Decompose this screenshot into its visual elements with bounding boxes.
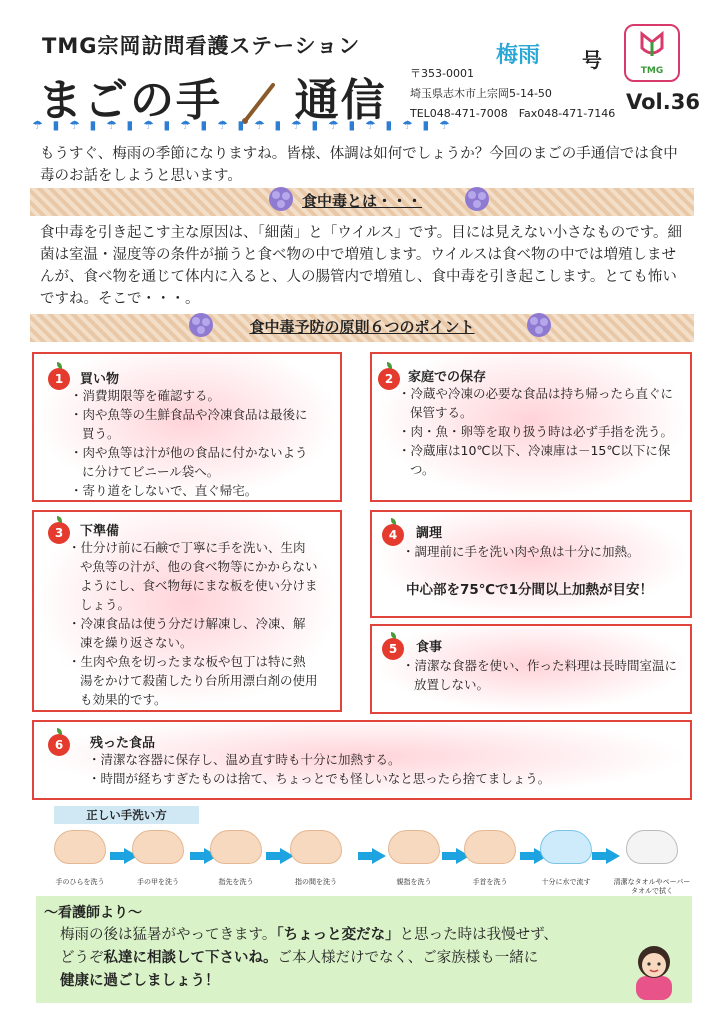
towel-icon — [626, 830, 678, 864]
point-heading: 買い物 — [80, 372, 120, 387]
section-text: 食中毒を引き起こす主な原因は、「細菌」と「ウイルス」です。目には見えない小さなものです。細菌は室温・湿度等の条件が揃うと食べ物の中で増殖します。ウイルスは食べ物の中では増殖しませんが、食べ物を通じて体内に入ると、人の腸管内で増殖し、食中毒を引き起こします。とても怖いですね。そこで・・・。 — [40, 225, 683, 307]
tmg-logo — [624, 24, 680, 82]
tulip-icon — [626, 26, 678, 64]
message-text: ご本人様だけでなく、ご家族様も一緒に — [277, 950, 539, 966]
station-name: TMG宗岡訪問看護ステーション — [42, 34, 361, 58]
point-heading: 食事 — [416, 640, 443, 655]
issue-suffix: 号 — [582, 48, 602, 72]
step-caption: 手のひらを洗う — [55, 878, 105, 886]
list-item: ・ 冷蔵や冷凍の必要な食品は持ち帰ったら直ぐに保管する。 — [398, 384, 676, 422]
volume-number: Vol.36 — [626, 90, 700, 114]
nurse-message — [60, 924, 620, 993]
section-title: 食中毒とは・・・ — [301, 192, 422, 210]
handwash-step — [276, 830, 356, 887]
step-caption: 清潔なタオルやペーパータオルで拭く — [613, 878, 691, 895]
step-caption: 手の甲を洗う — [137, 878, 179, 886]
handwash-step — [40, 830, 120, 887]
message-text: どうぞ — [60, 950, 104, 966]
umbrella-boot-decoration: ☂ ▮ ☂ ▮ ☂ ▮ ☂ ▮ ☂ ▮ ☂ ▮ ☂ ▮ ☂ ▮ ☂ ▮ ☂ ▮ ☂ ▮ ☂ — [32, 118, 453, 132]
point-list — [70, 386, 320, 500]
list-item: ・ 時間が経ちすぎたものは捨て、ちょっとでも怪しいなと思ったら捨てましょう。 — [88, 769, 678, 788]
point-number-badge: 2 — [378, 368, 400, 390]
point-number-badge: 3 — [48, 522, 70, 544]
message-text: と思った時は我慢せず、 — [399, 927, 558, 943]
point-card-3 — [32, 510, 342, 712]
header — [0, 0, 724, 140]
list-item: ・ 肉・魚・卵等を取り扱う時は必ず手指を洗う。 — [398, 422, 676, 441]
point-card-4 — [370, 510, 692, 618]
step-caption: 親指を洗う — [396, 878, 432, 886]
intro-text: もうすぐ、梅雨の季節になりますね。皆様、体調は如何でしょうか？今回のまごの手通信では食中毒のお話をしようと思います。 — [40, 146, 678, 184]
list-item: ・ 寄り道をしないで、直ぐ帰宅。 — [70, 481, 320, 500]
point-number-badge: 6 — [48, 734, 70, 756]
street-address: 埼玉県志木市上宗岡5-14-50 — [410, 87, 552, 100]
handwash-title: 正しい手洗い方 — [54, 806, 199, 824]
list-item: ・ 消費期限等を確認する。 — [70, 386, 320, 405]
hydrangea-icon — [462, 184, 492, 218]
step-caption: 手首を洗う — [472, 878, 508, 886]
point-heading: 家庭での保存 — [408, 370, 487, 385]
message-emphasis: 私達に相談して下さいね。 — [103, 950, 278, 966]
list-item: ・ 調理前に手を洗い肉や魚は十分に加熱。 — [402, 542, 682, 561]
message-text: 梅雨の後は猛暑がやってきます。 — [60, 927, 277, 943]
point-number-badge: 1 — [48, 368, 70, 390]
step-caption: 十分に水で流す — [541, 878, 591, 886]
handwash-step — [118, 830, 198, 887]
title-right: 通信 — [294, 75, 387, 126]
hand-icon — [290, 830, 342, 864]
hand-icon — [464, 830, 516, 864]
nurse-title: ～看護師より～ — [44, 905, 142, 921]
logo-text: TMG — [640, 66, 664, 76]
point-list — [68, 538, 318, 709]
point-list — [88, 750, 678, 788]
point-number-badge: 4 — [382, 524, 404, 546]
point-card-5 — [370, 624, 692, 714]
message-emphasis: 「ちょっと変だな」 — [276, 927, 400, 943]
point-heading: 残った食品 — [90, 736, 156, 751]
list-item: ・ 清潔な容器に保存し、温め直す時も十分に加熱する。 — [88, 750, 678, 769]
point-list — [398, 384, 676, 479]
nurse-message-box — [36, 896, 692, 1003]
nurse-character-icon — [626, 936, 682, 1000]
point-list — [402, 542, 682, 561]
point-card-2 — [370, 352, 692, 502]
hydrangea-icon — [524, 310, 554, 344]
point-heading: 下準備 — [80, 524, 120, 539]
section-title: 食中毒予防の原則６つのポイント — [249, 318, 475, 336]
point-heading: 調理 — [416, 526, 443, 541]
section-banner-prevention — [30, 314, 694, 342]
handwash-step — [450, 830, 530, 887]
list-item: ・ 仕分け前に石鹸で丁寧に手を洗い、生肉や魚等の汁が、他の食べ物等にかからないようにし、食べ物毎にまな板を使い分けましょう。 — [68, 538, 318, 614]
message-emphasis: 健康に過ごしましょう！ — [60, 973, 220, 989]
address-block — [410, 64, 615, 124]
water-rinse-icon — [540, 830, 592, 864]
list-item: ・ 生肉や魚を切ったまな板や包丁は特に熱湯をかけて殺菌したり台所用漂白剤の使用も効果的です。 — [68, 652, 318, 709]
hand-icon — [54, 830, 106, 864]
list-item: ・ 冷凍食品は使う分だけ解凍し、冷凍、解凍を繰り返さない。 — [68, 614, 318, 652]
heating-guideline: 中心部を75℃で1分間以上加熱が目安！ — [406, 582, 654, 598]
point-number-badge: 5 — [382, 638, 404, 660]
list-item: ・ 肉や魚等の生鮮食品や冷凍食品は最後に買う。 — [70, 405, 320, 443]
point-card-1 — [32, 352, 342, 502]
title-left: まごの手 — [38, 75, 222, 126]
hand-icon — [132, 830, 184, 864]
section-banner-food-poisoning — [30, 188, 694, 216]
step-caption: 指先を洗う — [218, 878, 254, 886]
list-item: ・ 清潔な食器を使い、作った料理は長時間室温に放置しない。 — [402, 656, 682, 694]
handwash-step — [196, 830, 276, 887]
postal-code: 〒353-0001 — [410, 67, 474, 80]
hand-icon — [388, 830, 440, 864]
list-item: ・ 肉や魚等は汁が他の食品に付かないように分けてビニール袋へ。 — [70, 443, 320, 481]
step-caption: 指の間を洗う — [295, 878, 337, 886]
season-label: 梅雨 — [496, 43, 541, 68]
list-item: ・ 冷蔵庫は10℃以下、冷凍庫は－15℃以下に保つ。 — [398, 441, 676, 479]
point-list — [402, 656, 682, 694]
hand-icon — [210, 830, 262, 864]
handwash-step — [612, 830, 692, 896]
phone-fax: TEL048-471-7008 Fax048-471-7146 — [410, 107, 616, 120]
point-card-6 — [32, 720, 692, 800]
